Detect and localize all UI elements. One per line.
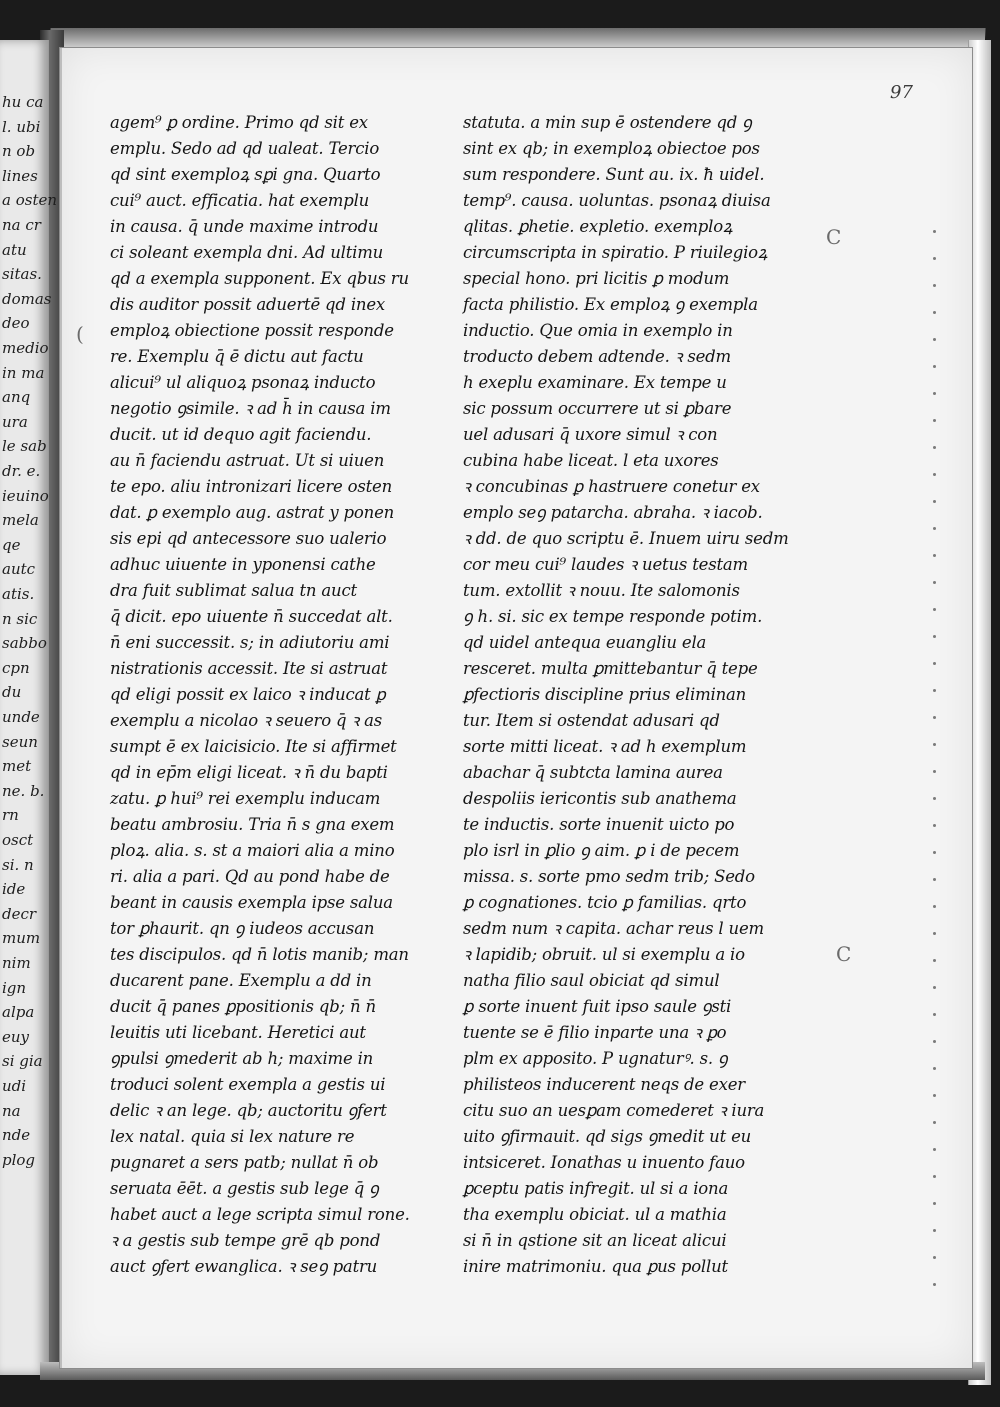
manuscript-line: ꝑ cognationes. tcio ꝑ familias. qrto <box>463 893 747 912</box>
facing-page-line: nim <box>2 954 31 972</box>
pricking-dot <box>933 419 936 422</box>
manuscript-line: beant in causis exempla ipse salua <box>110 893 393 912</box>
pricking-dot <box>933 1013 936 1016</box>
facing-page-line: deo <box>2 314 30 333</box>
pricking-dot <box>933 797 936 800</box>
pricking-dot <box>933 1094 936 1097</box>
manuscript-line: philisteos inducerent neqs de exer <box>463 1075 745 1094</box>
pricking-dot <box>933 284 936 287</box>
manuscript-line: tum. extollit ꝛ nouu. Ite salomonis <box>463 581 740 600</box>
manuscript-line: sum respondere. Sunt au. ix. ħ uidel. <box>463 165 765 184</box>
manuscript-line: troducto debem adtende. ꝛ sedm <box>463 347 731 366</box>
manuscript-line: statuta. a min sup ē ostendere qd ꝯ <box>463 113 752 132</box>
pricking-dot <box>933 635 936 638</box>
facing-page-line: euy <box>2 1027 30 1046</box>
manuscript-line: qd in ep̄m eligi liceat. ꝛ n̄ du bapti <box>110 763 388 782</box>
manuscript-line: intsiceret. Ionathas u inuento fauo <box>463 1153 745 1172</box>
manuscript-line: sint ex qb; in exemploꝝ obiectoe pos <box>463 139 760 158</box>
manuscript-line: negotio ꝯsimile. ꝛ ad h̄ in causa im <box>110 399 391 418</box>
manuscript-line: alicui⁹ ul aliquoꝝ psonaꝝ inducto <box>110 373 376 392</box>
facing-page-line: nde <box>2 1126 31 1145</box>
pricking-dot <box>933 608 936 611</box>
facing-page-line: anq <box>2 388 31 407</box>
manuscript-line: sis epi qd antecessore suo ualerio <box>110 529 387 548</box>
folio-number: 97 <box>890 82 913 103</box>
pricking-dot <box>933 959 936 962</box>
facing-page-fragment <box>0 40 58 1375</box>
manuscript-line: te epo. aliu intronizari licere osten <box>110 477 393 496</box>
pricking-dot <box>933 527 936 530</box>
pricking-dot <box>933 365 936 368</box>
manuscript-line: plm ex apposito. P ugnaturꝰ. s. ꝯ <box>463 1049 728 1068</box>
manuscript-line: plo isrl in ꝑlio ꝯ aim. ꝑ i de pecem <box>463 841 740 860</box>
pricking-dot <box>933 1040 936 1043</box>
book-top-edge <box>49 28 985 50</box>
facing-page-line: a osten <box>2 191 58 210</box>
facing-page-line: ide <box>2 880 26 899</box>
manuscript-line: tor ꝑhaurit. qn ꝯ iudeos accusan <box>110 919 375 938</box>
pricking-dot <box>933 1256 936 1259</box>
manuscript-line: emplu. Sedo ad qd ualeat. Tercio <box>110 139 380 158</box>
manuscript-line: ducarent pane. Exemplu a dd in <box>110 971 372 990</box>
manuscript-line: emploꝝ obiectione possit responde <box>110 321 394 340</box>
manuscript-line: tur. Item si ostendat adusari qd <box>463 711 720 730</box>
manuscript-line: exemplu a nicolao ꝛ seuero q̄ ꝛ as <box>110 711 382 730</box>
manuscript-line: n̄ eni successit. s; in adiutoriu ami <box>110 633 390 652</box>
facing-page-line: plog <box>2 1150 36 1169</box>
manuscript-line: temp⁹. causa. uoluntas. psonaꝝ diuisa <box>463 191 771 210</box>
facing-page-line: ne. b. <box>2 781 45 800</box>
manuscript-line: ꝛ lapidib; obruit. ul si exemplu a io <box>463 945 745 964</box>
facing-page-line: ieuino <box>2 486 49 505</box>
manuscript-line: qd uidel antequa euangliu ela <box>463 633 707 652</box>
facing-page-line: seun <box>2 732 38 751</box>
facing-page-line: sitas. <box>2 265 42 284</box>
pricking-dot <box>933 1283 936 1286</box>
manuscript-line: delic ꝛ an lege. qb; auctoritu ꝯfert <box>110 1101 387 1120</box>
manuscript-line: agem⁹ ꝑ ordine. Primo qd sit ex <box>110 113 368 132</box>
manuscript-line: ꝛ concubinas ꝑ hastruere conetur ex <box>463 477 760 496</box>
facing-page-line: cpn <box>2 658 30 677</box>
manuscript-line: ꝛ a gestis sub tempe grē qb pond <box>110 1231 381 1250</box>
marginal-bracket-mark: C <box>836 942 852 966</box>
manuscript-line: in causa. q̄ unde maxime introdu <box>110 217 379 236</box>
facing-page-line: si. n <box>2 855 34 874</box>
pricking-dot <box>933 446 936 449</box>
manuscript-line: ꝯ h. si. sic ex tempe responde potim. <box>463 607 763 626</box>
manuscript-line: zatu. ꝑ hui⁹ rei exemplu inducam <box>110 789 381 808</box>
pricking-dot <box>933 581 936 584</box>
pricking-dot <box>933 932 936 935</box>
manuscript-line: inire matrimoniu. qua ꝑus pollut <box>463 1257 728 1276</box>
facing-page-line: medio <box>2 339 49 357</box>
manuscript-line: abachar q̄ subtcta lamina aurea <box>463 763 723 782</box>
manuscript-line: h exeplu examinare. Ex tempe u <box>463 373 727 392</box>
facing-page-line: atu <box>2 240 27 259</box>
facing-page-line: domas <box>2 289 52 308</box>
manuscript-line: uel adusari q̄ uxore simul ꝛ con <box>463 425 718 444</box>
pricking-dot <box>933 1229 936 1232</box>
facing-page-line: na cr <box>2 216 41 234</box>
manuscript-line: sumpt ē ex laicisicio. Ite si affirmet <box>110 737 397 756</box>
facing-page-line: lines <box>2 166 38 185</box>
manuscript-line: resceret. multa ꝑmittebantur q̄ tepe <box>463 659 758 678</box>
manuscript-line: sedm num ꝛ capita. achar reus l uem <box>463 919 764 938</box>
pricking-dot <box>933 986 936 989</box>
manuscript-line: facta philistio. Ex emploꝝ ꝯ exempla <box>463 295 758 314</box>
facing-page-line: ura <box>2 412 28 431</box>
facing-page-line: atis. <box>2 585 35 603</box>
pricking-dot <box>933 1202 936 1205</box>
pricking-dot <box>933 905 936 908</box>
facing-page-line: alpa <box>2 1003 35 1022</box>
facing-page-line: le sab <box>2 437 47 456</box>
manuscript-line: au n̄ faciendu astruat. Ut si uiuen <box>110 451 385 470</box>
facing-page-line: dr. e. <box>2 462 41 480</box>
pricking-dot <box>933 716 936 719</box>
manuscript-line: leuitis uti licebant. Heretici aut <box>110 1023 366 1042</box>
facing-page-line: decr <box>2 904 37 923</box>
manuscript-line: ploꝝ. alia. s. st a maiori alia a mino <box>110 841 395 860</box>
pricking-dot <box>933 392 936 395</box>
pricking-dot <box>933 1148 936 1151</box>
manuscript-line: re. Exemplu q̄ ē dictu aut factu <box>110 347 364 366</box>
manuscript-line: tes discipulos. qd n̄ lotis manib; man <box>110 945 409 964</box>
manuscript-line: ducit. ut id dequo agit faciendu. <box>110 425 372 444</box>
facing-page-line: mela <box>2 511 39 530</box>
manuscript-line: qd sint exemploꝝ sꝑi gna. Quarto <box>110 165 381 184</box>
manuscript-line: nistrationis accessit. Ite si astruat <box>110 659 388 678</box>
manuscript-line: habet auct a lege scripta simul rone. <box>110 1205 410 1224</box>
manuscript-line: natha filio saul obiciat qd simul <box>463 971 720 990</box>
marginal-bracket-mark: ( <box>76 322 84 346</box>
pricking-dot <box>933 851 936 854</box>
manuscript-line: beatu ambrosiu. Tria n̄ s gna exem <box>110 815 395 834</box>
manuscript-line: sic possum occurrere ut si ꝑbare <box>463 399 732 418</box>
manuscript-line: sorte mitti liceat. ꝛ ad h exemplum <box>463 737 747 756</box>
text-column-left <box>110 110 435 1280</box>
facing-page-line: in ma <box>2 363 45 382</box>
manuscript-line: troduci solent exempla a gestis ui <box>110 1075 386 1094</box>
pricking-dot <box>933 338 936 341</box>
manuscript-line: seruata ēēt. a gestis sub lege q̄ ꝯ <box>110 1179 379 1198</box>
facing-page-line: mum <box>2 929 41 948</box>
pricking-dot <box>933 500 936 503</box>
pricking-dot <box>933 554 936 557</box>
manuscript-line: inductio. Que omia in exemplo in <box>463 321 733 340</box>
pricking-dot <box>933 689 936 692</box>
manuscript-line: ꝑ sorte inuent fuit ipso saule ꝯsti <box>463 997 732 1016</box>
facing-page-line: qe <box>2 535 21 554</box>
manuscript-line: qd a exempla supponent. Ex qbus ru <box>110 269 409 288</box>
manuscript-line: pugnaret a sers patb; nullat n̄ ob <box>110 1153 379 1172</box>
pricking-dot <box>933 230 936 233</box>
facing-page-line: si gia <box>2 1052 43 1071</box>
manuscript-line: te inductis. sorte inuenit uicto po <box>463 815 735 834</box>
pricking-dot <box>933 824 936 827</box>
pricking-dot <box>933 1067 936 1070</box>
manuscript-line: ꝑceptu patis infregit. ul si a iona <box>463 1179 729 1198</box>
facing-page-line: hu ca <box>2 93 44 111</box>
facing-page-line: du <box>2 683 22 702</box>
pricking-dot <box>933 743 936 746</box>
facing-page-line: sabbo <box>2 634 47 653</box>
manuscript-line: special hono. pri licitis ꝑ modum <box>463 269 730 288</box>
facing-page-line: ign <box>2 978 27 997</box>
text-column-right <box>463 110 788 1280</box>
manuscript-line: adhuc uiuente in yponensi cathe <box>110 555 376 574</box>
facing-page-line: unde <box>2 708 40 726</box>
marginal-bracket-mark: C <box>826 225 842 249</box>
facing-page-line: met <box>2 757 32 776</box>
manuscript-line: ducit q̄ panes ꝑpositionis qb; n̄ n̄ <box>110 997 376 1016</box>
manuscript-line: tuente se ē filio inparte una ꝛ ꝑo <box>463 1023 727 1042</box>
manuscript-line: missa. s. sorte pmo sedm trib; Sedo <box>463 867 755 886</box>
manuscript-line: emplo seꝯ patarcha. abraha. ꝛ iacob. <box>463 503 763 522</box>
manuscript-line: despoliis iericontis sub anathema <box>463 789 737 808</box>
manuscript-line: ꝯpulsi ꝯmederit ab h; maxime in <box>110 1049 374 1068</box>
pricking-dot <box>933 1121 936 1124</box>
manuscript-line: q̄ dicit. epo uiuente n̄ succedat alt. <box>110 607 393 626</box>
pricking-dot <box>933 878 936 881</box>
manuscript-line: circumscripta in spiratio. P riuilegioꝝ <box>463 243 768 262</box>
manuscript-line: dat. ꝑ exemplo aug. astrat y ponen <box>110 503 395 522</box>
manuscript-line: cubina habe liceat. l eta uxores <box>463 451 719 470</box>
pricking-dot <box>933 770 936 773</box>
pricking-dot <box>933 311 936 314</box>
manuscript-line: citu suo an uesꝑam comederet ꝛ iura <box>463 1101 765 1120</box>
manuscript-line: dra fuit sublimat salua tn auct <box>110 581 357 600</box>
manuscript-line: uito ꝯfirmauit. qd sigs ꝯmedit ut eu <box>463 1127 752 1146</box>
facing-page-line: n ob <box>2 142 36 161</box>
pricking-dot <box>933 473 936 476</box>
pricking-dot <box>933 662 936 665</box>
facing-page-line: l. ubi <box>2 117 41 136</box>
manuscript-line: cor meu cui⁹ laudes ꝛ uetus testam <box>463 555 748 574</box>
manuscript-line: auct ꝯfert ewanglica. ꝛ seꝯ patru <box>110 1257 378 1276</box>
facing-page-line: na <box>2 1101 21 1120</box>
manuscript-line: qd eligi possit ex laico ꝛ inducat ꝑ <box>110 685 386 704</box>
facing-page-line: rn <box>2 806 19 825</box>
manuscript-line: cui⁹ auct. efficatia. hat exemplu <box>110 191 370 210</box>
manuscript-line: ꝑfectioris discipline prius eliminan <box>463 685 747 704</box>
facing-page-line: n sic <box>2 609 38 628</box>
manuscript-line: dis auditor possit aduertē qd inex <box>110 295 385 314</box>
manuscript-line: ꝛ dd. de quo scriptu ē. Inuem uiru sedm <box>463 529 789 548</box>
pricking-dot <box>933 257 936 260</box>
pricking-dot <box>933 1175 936 1178</box>
manuscript-line: ri. alia a pari. Qd au pond habe de <box>110 867 390 886</box>
manuscript-line: lex natal. quia si lex nature re <box>110 1127 355 1146</box>
manuscript-line: tha exemplu obiciat. ul a mathia <box>463 1205 727 1224</box>
facing-page-line: autc <box>2 560 36 579</box>
facing-page-line: osct <box>2 831 34 849</box>
facing-page-line: udi <box>2 1077 27 1095</box>
manuscript-line: si n̄ in qstione sit an liceat alicui <box>463 1231 727 1250</box>
manuscript-line: qlitas. ꝑhetie. expletio. exemploꝝ <box>463 217 733 236</box>
manuscript-line: ci soleant exempla dni. Ad ultimu <box>110 243 384 262</box>
